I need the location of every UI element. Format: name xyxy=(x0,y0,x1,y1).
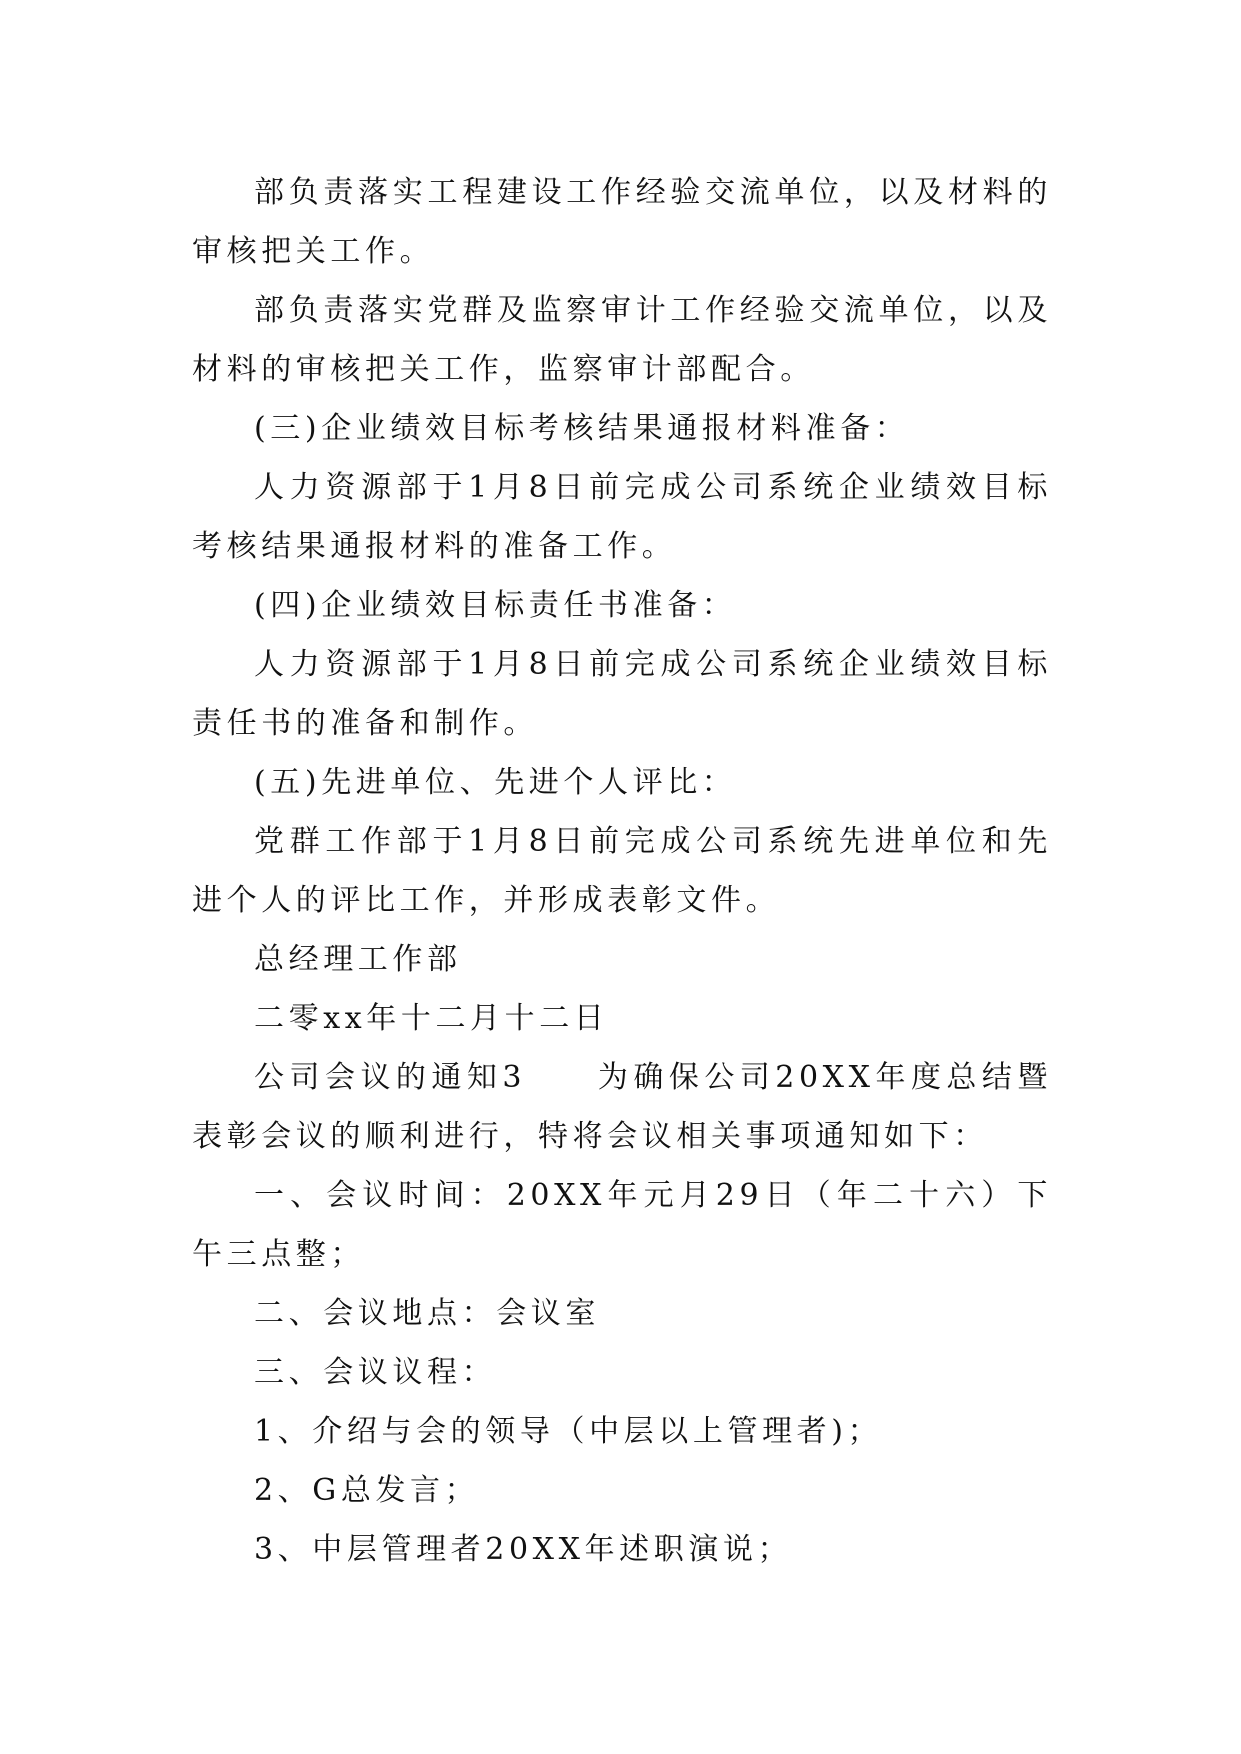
meeting-location: 二、会议地点：会议室 xyxy=(254,1296,600,1331)
signature-date: 二零xx年十二月十二日 xyxy=(254,1001,609,1036)
notice-intro: 公司会议的通知3 为确保公司20XX年度总结暨表彰会议的顺利进行，特将会议相关事项通知如下： xyxy=(192,1060,1052,1154)
agenda-item-3: 3、中层管理者20XX年述职演说； xyxy=(254,1532,793,1567)
paragraph-engineering-review: 部负责落实工程建设工作经验交流单位，以及材料的审核把关工作。 xyxy=(192,175,1052,269)
section-heading-5: (五)先进单位、先进个人评比： xyxy=(254,765,737,800)
agenda-item-2: 2、G总发言； xyxy=(254,1473,480,1508)
agenda-item-1: 1、介绍与会的领导（中层以上管理者)； xyxy=(254,1414,883,1449)
paragraph-party-audit-review: 部负责落实党群及监察审计工作经验交流单位，以及材料的审核把关工作，监察审计部配合。 xyxy=(192,293,1052,387)
paragraph-assessment-report: 人力资源部于1月8日前完成公司系统企业绩效目标考核结果通报材料的准备工作。 xyxy=(192,470,1052,564)
document-body xyxy=(192,163,1052,1579)
paragraph-responsibility-letter: 人力资源部于1月8日前完成公司系统企业绩效目标责任书的准备和制作。 xyxy=(192,647,1052,741)
paragraph-award-selection: 党群工作部于1月8日前完成公司系统先进单位和先进个人的评比工作，并形成表彰文件。 xyxy=(192,824,1052,918)
meeting-agenda-heading: 三、会议议程： xyxy=(254,1355,497,1390)
signature-department: 总经理工作部 xyxy=(254,942,462,977)
meeting-time: 一、会议时间：20XX年元月29日（年二十六）下午三点整； xyxy=(192,1178,1052,1272)
section-heading-3: (三)企业绩效目标考核结果通报材料准备： xyxy=(254,411,910,446)
section-heading-4: (四)企业绩效目标责任书准备： xyxy=(254,588,737,623)
